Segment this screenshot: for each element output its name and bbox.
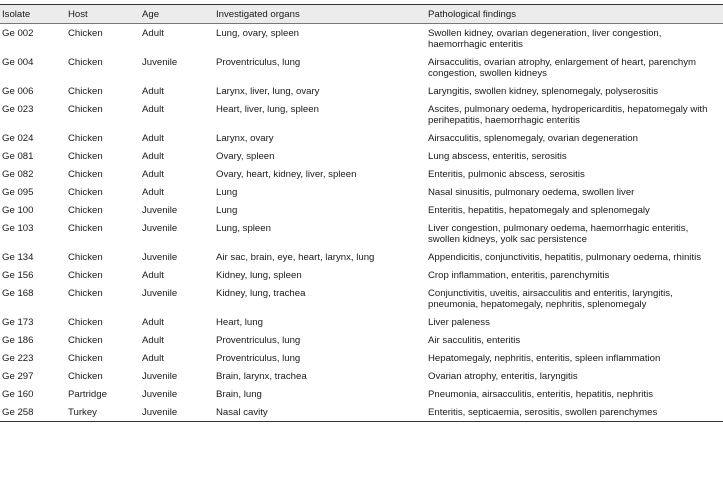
table-row (0, 403, 723, 422)
cell-findings: Ascites, pulmonary oedema, hydropericarditis, hepatomegaly with perihepatitis, haemorrhagic enteritis (428, 104, 708, 126)
table-row (0, 82, 723, 100)
table-row (0, 129, 723, 147)
cell-findings: Air sacculitis, enteritis (428, 335, 521, 346)
cell-organs: Kidney, lung, spleen (216, 270, 302, 281)
cell-age: Juvenile (142, 371, 178, 382)
table-row (0, 53, 723, 82)
cell-findings: Hepatomegaly, nephritis, enteritis, spleen inflammation (428, 353, 661, 364)
cell-host: Chicken (68, 317, 103, 328)
cell-organs: Lung (216, 205, 238, 216)
table-row (0, 248, 723, 266)
cell-age: Adult (142, 270, 164, 281)
cell-findings: Pneumonia, airsacculitis, enteritis, hepatitis, nephritis (428, 389, 654, 400)
cell-isolate: Ge 095 (2, 187, 34, 198)
cell-organs: Proventriculus, lung (216, 353, 301, 364)
cell-findings: Lung abscess, enteritis, serositis (428, 151, 567, 162)
cell-isolate: Ge 081 (2, 151, 34, 162)
cell-age: Adult (142, 151, 164, 162)
cell-isolate: Ge 103 (2, 223, 34, 234)
cell-isolate: Ge 082 (2, 169, 34, 180)
table-row (0, 147, 723, 165)
cell-organs: Lung, spleen (216, 223, 271, 234)
table-row (0, 24, 723, 54)
cell-organs: Lung, ovary, spleen (216, 28, 300, 39)
cell-host: Chicken (68, 104, 103, 115)
isolate-table (0, 4, 723, 422)
cell-age: Adult (142, 353, 164, 364)
cell-organs: Brain, larynx, trachea (216, 371, 307, 382)
cell-host: Chicken (68, 28, 103, 39)
cell-findings: Appendicitis, conjunctivitis, hepatitis, pulmonary oedema, rhinitis (428, 252, 702, 263)
cell-isolate: Ge 006 (2, 86, 34, 97)
cell-host: Chicken (68, 270, 103, 281)
cell-host: Chicken (68, 223, 103, 234)
cell-organs: Proventriculus, lung (216, 57, 301, 68)
cell-host: Partridge (68, 389, 107, 400)
cell-organs: Proventriculus, lung (216, 335, 301, 346)
cell-findings: Nasal sinusitis, pulmonary oedema, swollen liver (428, 187, 635, 198)
cell-organs: Brain, lung (216, 389, 262, 400)
cell-age: Adult (142, 86, 164, 97)
cell-organs: Larynx, liver, lung, ovary (216, 86, 320, 97)
table-row (0, 100, 723, 129)
cell-isolate: Ge 100 (2, 205, 34, 216)
cell-findings: Enteritis, pulmonic abscess, serositis (428, 169, 585, 180)
table-row (0, 331, 723, 349)
table-row (0, 201, 723, 219)
cell-host: Chicken (68, 335, 103, 346)
cell-host: Chicken (68, 205, 103, 216)
table-row (0, 165, 723, 183)
column-header-isolate: Isolate (0, 5, 66, 24)
table-row (0, 284, 723, 313)
cell-organs: Heart, lung (216, 317, 263, 328)
cell-organs: Kidney, lung, trachea (216, 288, 306, 299)
cell-findings: Enteritis, septicaemia, serositis, swollen parenchymes (426, 403, 723, 422)
table-row (0, 367, 723, 385)
cell-isolate: Ge 223 (2, 353, 34, 364)
cell-age: Adult (142, 28, 164, 39)
cell-isolate: Ge 258 (0, 403, 66, 422)
cell-age: Adult (142, 169, 164, 180)
cell-isolate: Ge 023 (2, 104, 34, 115)
cell-isolate: Ge 160 (2, 389, 34, 400)
table-row (0, 266, 723, 284)
cell-findings: Enteritis, hepatitis, hepatomegaly and splenomegaly (428, 205, 650, 216)
cell-host: Chicken (68, 353, 103, 364)
cell-organs: Nasal cavity (214, 403, 426, 422)
cell-findings: Liver paleness (428, 317, 490, 328)
table-row (0, 313, 723, 331)
cell-isolate: Ge 004 (2, 57, 34, 68)
cell-host: Chicken (68, 151, 103, 162)
cell-findings: Ovarian atrophy, enteritis, laryngitis (428, 371, 578, 382)
cell-age: Juvenile (142, 252, 178, 263)
column-header-host: Host (66, 5, 140, 24)
cell-host: Chicken (68, 187, 103, 198)
cell-host: Turkey (66, 403, 140, 422)
cell-findings: Conjunctivitis, uveitis, airsacculitis and enteritis, laryngitis, pneumonia, hepatomegaly, nephritis, splenomegaly (428, 288, 673, 310)
cell-host: Chicken (68, 252, 103, 263)
cell-findings: Swollen kidney, ovarian degeneration, liver congestion, haemorrhagic enteritis (428, 28, 662, 50)
cell-organs: Lung (216, 187, 238, 198)
cell-host: Chicken (68, 288, 103, 299)
cell-host: Chicken (68, 371, 103, 382)
cell-age: Adult (142, 335, 164, 346)
table-row (0, 219, 723, 248)
cell-findings: Crop inflammation, enteritis, parenchymitis (428, 270, 610, 281)
cell-isolate: Ge 156 (2, 270, 34, 281)
table-body (0, 24, 723, 422)
cell-isolate: Ge 024 (2, 133, 34, 144)
cell-organs: Air sac, brain, eye, heart, larynx, lung (216, 252, 375, 263)
cell-age: Adult (142, 317, 164, 328)
cell-isolate: Ge 002 (2, 28, 34, 39)
cell-host: Chicken (68, 133, 103, 144)
cell-age: Adult (142, 187, 164, 198)
cell-age: Juvenile (140, 403, 214, 422)
table-header-row (0, 5, 723, 24)
cell-age: Adult (142, 104, 164, 115)
cell-findings: Liver congestion, pulmonary oedema, haemorrhagic enteritis, swollen kidneys, yolk sac persistence (428, 223, 689, 245)
cell-isolate: Ge 134 (2, 252, 34, 263)
cell-age: Juvenile (142, 389, 178, 400)
table-row (0, 385, 723, 403)
cell-isolate: Ge 297 (2, 371, 34, 382)
cell-organs: Heart, liver, lung, spleen (216, 104, 319, 115)
table-row (0, 349, 723, 367)
cell-age: Juvenile (142, 57, 178, 68)
column-header-organs: Investigated organs (214, 5, 426, 24)
cell-age: Juvenile (142, 205, 178, 216)
cell-isolate: Ge 186 (2, 335, 34, 346)
cell-findings: Airsacculitis, splenomegaly, ovarian degeneration (428, 133, 638, 144)
cell-age: Adult (142, 133, 164, 144)
column-header-findings: Pathological findings (426, 5, 723, 24)
cell-age: Juvenile (142, 223, 178, 234)
cell-organs: Ovary, heart, kidney, liver, spleen (216, 169, 357, 180)
cell-age: Juvenile (142, 288, 178, 299)
cell-host: Chicken (68, 57, 103, 68)
cell-organs: Ovary, spleen (216, 151, 275, 162)
column-header-age: Age (140, 5, 214, 24)
cell-host: Chicken (68, 169, 103, 180)
cell-findings: Airsacculitis, ovarian atrophy, enlargement of heart, parenchym congestion, swollen kidneys (428, 57, 697, 79)
cell-host: Chicken (68, 86, 103, 97)
cell-isolate: Ge 168 (2, 288, 34, 299)
cell-findings: Laryngitis, swollen kidney, splenomegaly, polyserositis (428, 86, 659, 97)
cell-isolate: Ge 173 (2, 317, 34, 328)
table-row (0, 183, 723, 201)
cell-organs: Larynx, ovary (216, 133, 274, 144)
